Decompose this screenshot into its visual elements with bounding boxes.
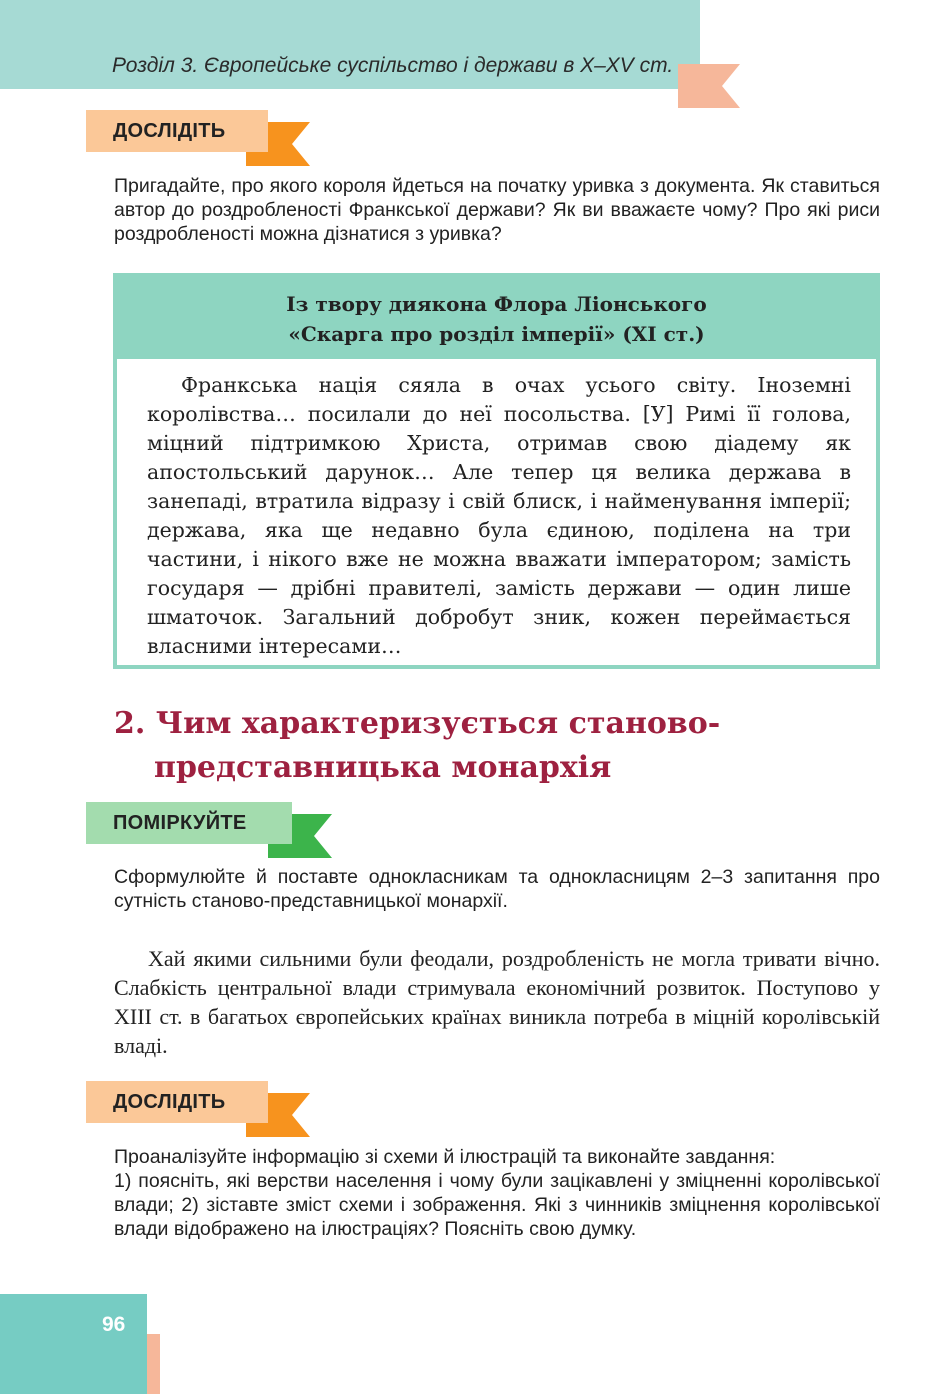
page-number-strip — [147, 1334, 160, 1394]
source-box — [113, 273, 880, 669]
section-heading-line1: 2. Чим характеризується станово- — [114, 706, 721, 741]
section-heading-line2: представницька монархія — [154, 750, 612, 785]
explore-task-text: Пригадайте, про якого короля йдеться на початку уривка з документа. Як ставиться автор до роздробленості Франкської держави? Як ви вважаєте чому? Про які риси роздробленості можна дізнатися з уривка? — [114, 175, 880, 245]
source-title — [117, 277, 876, 359]
chapter-title: Розділ 3. Європейське суспільство і держави в X–XV ст. — [112, 54, 674, 77]
page-number: 96 — [102, 1313, 126, 1336]
source-title-line1: Із твору диякона Флора Ліонського — [286, 292, 707, 316]
think-ribbon-icon — [268, 814, 334, 858]
explore-tag-2-label: ДОСЛІДІТЬ — [86, 1081, 268, 1123]
main-paragraph: Хай якими сильними були феодали, роздробленість не могла тривати вічно. Слабкість центральної влади стримувала економічний розвиток. Поступово у XIII ст. в багатьох європейських країнах виникла потреба в міцній королівській владі. — [114, 946, 880, 1058]
explore-ribbon-2-icon — [246, 1093, 312, 1137]
explore-task-2-line1: Проаналізуйте інформацію зі схеми й ілюстрацій та виконайте завдання: — [114, 1146, 776, 1168]
explore-task-2-line2: 1) поясніть, які верстви населення і чому були зацікавлені у зміцненні королівської влади; 2) зіставте зміст схеми і зображення. Які з чинників зміцнення королівської влади відображено на ілюстраціях? Поясніть свою думку. — [114, 1170, 880, 1240]
explore-task-2-text — [114, 1145, 880, 1241]
explore-ribbon-icon — [246, 122, 312, 166]
header-ribbon-icon — [678, 64, 742, 108]
think-task-text: Сформулюйте й поставте однокласникам та однокласницям 2–3 запитання про сутність станово-представницької монархії. — [114, 866, 880, 912]
source-text: Франкська нація сяяла в очах усього світу. Іноземні королівства… посилали до неї посольства. [У] Римі її голова, міцний підтримкою Христа, отримав свою діадему як апостольський дарунок… Але тепер ця велика держава в занепаді, втратила відразу і свій блиск, і найменування імперії; держава, яка ще недавно була єдиною, поділена на три частини, і нікого вже не можна вважати імператором; замість государя — дрібні правителі, замість держави — один лише шматочок. Загальний добробут зник, кожен переймається власними інтересами… — [147, 373, 851, 658]
page-number-band — [0, 1294, 147, 1394]
source-title-line2: «Скарга про розділ імперії» (XI ст.) — [288, 322, 705, 346]
explore-tag-label: ДОСЛІДІТЬ — [86, 110, 268, 152]
think-tag-label: ПОМІРКУЙТЕ — [86, 802, 292, 844]
section-heading — [114, 702, 894, 790]
